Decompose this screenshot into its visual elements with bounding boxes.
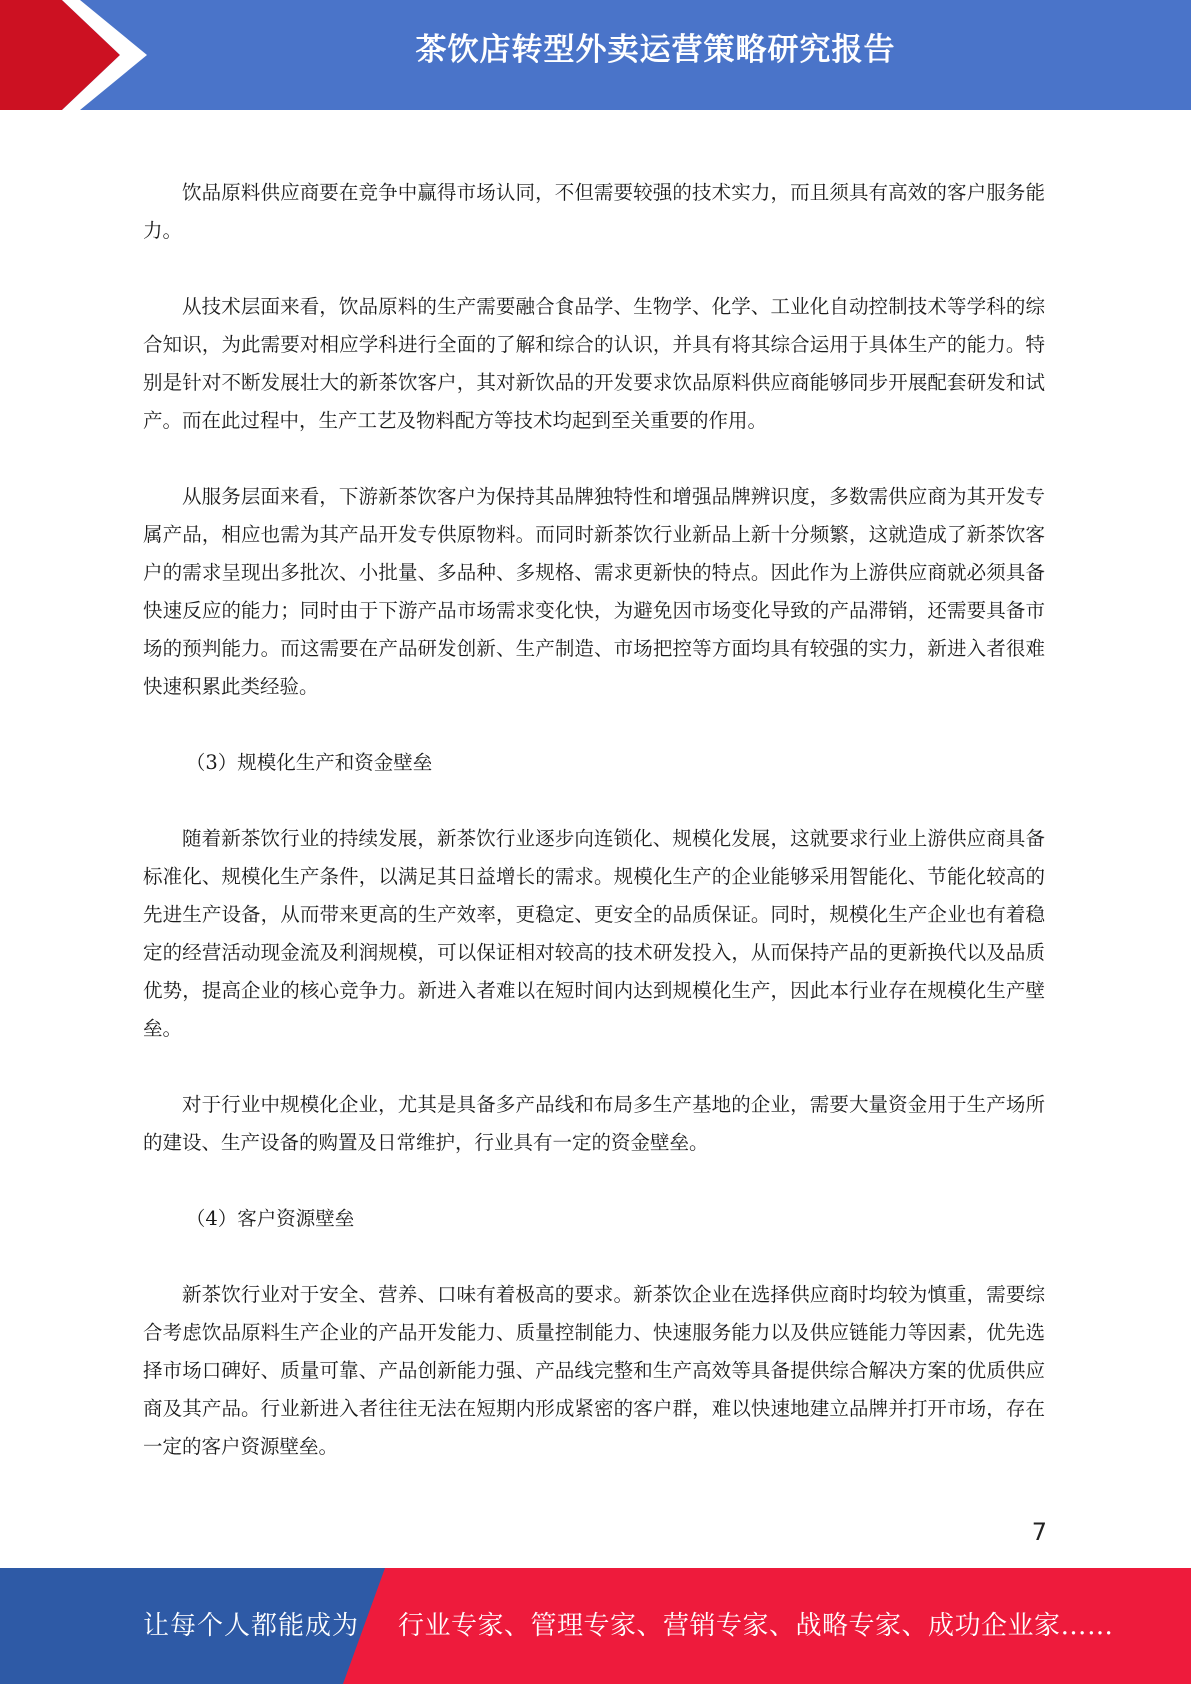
report-title: 茶饮店转型外卖运营策略研究报告 [415, 32, 896, 68]
section-heading: （3）规模化生产和资金壁垒 [185, 751, 433, 774]
paragraph: 随着新茶饮行业的持续发展，新茶饮行业逐步向连锁化、规模化发展，这就要求行业上游供应商具备标准化、规模化生产条件，以满足其日益增长的需求。规模化生产的企业能够采用智能化、节能化较高的先进生产设备，从而带来更高的生产效率，更稳定、更安全的品质保证。同时，规模化生产企业也有着稳定的经营活动现金流及利润规模，可以保证相对较高的技术研发投入，从而保持产品的更新换代以及品质优势，提高企业的核心竞争力。新进入者难以在短时间内达到规模化生产，因此本行业存在规模化生产壁垒。 [143, 827, 1045, 1040]
section-heading: （4）客户资源壁垒 [185, 1207, 355, 1230]
paragraph: 从技术层面来看，饮品原料的生产需要融合食品学、生物学、化学、工业化自动控制技术等学科的综合知识，为此需要对相应学科进行全面的了解和综合的认识，并具有将其综合运用于具体生产的能力。特别是针对不断发展壮大的新茶饮客户，其对新饮品的开发要求饮品原料供应商能够同步开展配套研发和试产。而在此过程中，生产工艺及物料配方等技术均起到至关重要的作用。 [143, 295, 1045, 432]
paragraph: 新茶饮行业对于安全、营养、口味有着极高的要求。新茶饮企业在选择供应商时均较为慎重，需要综合考虑饮品原料生产企业的产品开发能力、质量控制能力、快速服务能力以及供应链能力等因素，优先选择市场口碑好、质量可靠、产品创新能力强、产品线完整和生产高效等具备提供综合解决方案的优质供应商及其产品。行业新进入者往往无法在短期内形成紧密的客户群，难以快速地建立品牌并打开市场，存在一定的客户资源壁垒。 [143, 1283, 1045, 1458]
footer-slogan-right: 行业专家、管理专家、营销专家、战略专家、成功企业家…… [398, 1611, 1114, 1641]
header-chevron-decoration [0, 0, 160, 110]
document-body [143, 174, 1045, 1504]
paragraph: 从服务层面来看，下游新茶饮客户为保持其品牌独特性和增强品牌辨识度，多数需供应商为其开发专属产品，相应也需为其产品开发专供原物料。而同时新茶饮行业新品上新十分频繁，这就造成了新茶饮客户的需求呈现出多批次、小批量、多品种、多规格、需求更新快的特点。因此作为上游供应商就必须具备快速反应的能力；同时由于下游产品市场需求变化快，为避免因市场变化导致的产品滞销，还需要具备市场的预判能力。而这需要在产品研发创新、生产制造、市场把控等方面均具有较强的实力，新进入者很难快速积累此类经验。 [143, 485, 1045, 698]
paragraph: 饮品原料供应商要在竞争中赢得市场认同，不但需要较强的技术实力，而且须具有高效的客户服务能力。 [143, 181, 1045, 242]
page-header [0, 0, 1191, 110]
paragraph: 对于行业中规模化企业，尤其是具备多产品线和布局多生产基地的企业，需要大量资金用于生产场所的建设、生产设备的购置及日常维护，行业具有一定的资金壁垒。 [143, 1093, 1045, 1154]
footer-slogan-left: 让每个人都能成为 [143, 1611, 360, 1641]
page-number: 7 [1031, 1518, 1047, 1546]
page-footer [0, 1568, 1191, 1684]
